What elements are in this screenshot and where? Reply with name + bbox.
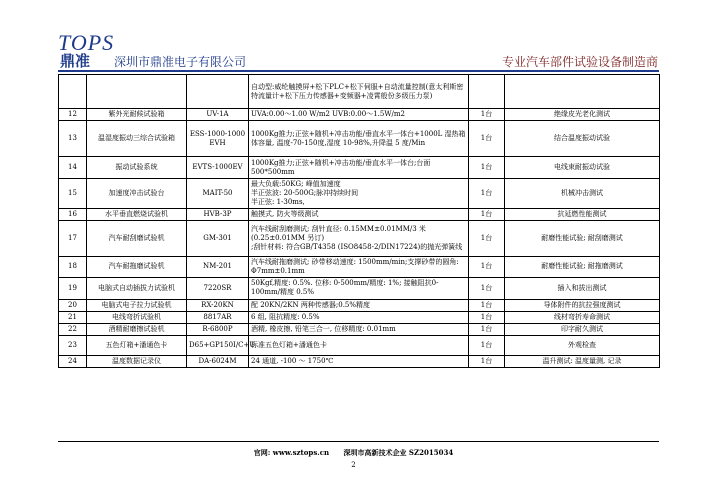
equipment-name xyxy=(87,75,187,109)
equipment-name: 汽车耐刮磨试验机 xyxy=(87,221,187,257)
equipment-quantity: 1台 xyxy=(469,209,505,221)
equipment-purpose: 结合温度振动试验 xyxy=(505,121,660,157)
row-number xyxy=(59,75,87,109)
equipment-model: D65+GP150I/C+U xyxy=(187,335,249,355)
equipment-table xyxy=(58,74,660,368)
row-number: 17 xyxy=(59,221,87,257)
equipment-purpose: 电线束耐振动试验 xyxy=(505,157,660,179)
footer-divider xyxy=(58,441,659,442)
table-row xyxy=(59,209,660,221)
equipment-spec: 自动型:威纶触摸屏+松下PLC+松下伺服+自动流量控制(意太利斯密特流量计+松下压力传感器+变频器+凌霄般份多级压力泵) xyxy=(249,75,469,109)
equipment-model: R-6800P xyxy=(187,323,249,335)
equipment-quantity: 1台 xyxy=(469,221,505,257)
equipment-purpose: 插入和拔出测试 xyxy=(505,277,660,299)
equipment-name: 加速度冲击试验台 xyxy=(87,179,187,209)
equipment-name: 振动试验系统 xyxy=(87,157,187,179)
equipment-quantity: 1台 xyxy=(469,257,505,278)
equipment-model: DA-6024M xyxy=(187,355,249,367)
company-name: 深圳市鼎准电子有限公司 xyxy=(114,55,247,69)
equipment-model: 7220SR xyxy=(187,277,249,299)
equipment-quantity: 1台 xyxy=(469,299,505,311)
table-row xyxy=(59,157,660,179)
equipment-name: 电线弯折试验机 xyxy=(87,311,187,323)
equipment-name: 电脑式电子拉力试验机 xyxy=(87,299,187,311)
equipment-spec: 1000Kg推力;正弦+随机+冲击功能/垂直水平一体台+1000L 湿热箱体容量, 温度-70-150度,湿度 10-98%,升降温 5 度/Min xyxy=(249,121,469,157)
equipment-model: NM-201 xyxy=(187,257,249,278)
equipment-purpose: 机械冲击测试 xyxy=(505,179,660,209)
table-row xyxy=(59,311,660,323)
equipment-spec: UVA:0.00～1.00 W/m2 UVB:0.00～1.5W/m2 xyxy=(249,109,469,121)
equipment-model: GM-301 xyxy=(187,221,249,257)
equipment-model: HVB-3P xyxy=(187,209,249,221)
footer-website: 官网: www.sztops.cn xyxy=(253,448,330,457)
table-row xyxy=(59,335,660,355)
equipment-name: 五色灯箱+潘通色卡 xyxy=(87,335,187,355)
equipment-name: 水平垂直燃烧试验机 xyxy=(87,209,187,221)
equipment-purpose: 线材弯折寿命测试 xyxy=(505,311,660,323)
row-number: 24 xyxy=(59,355,87,367)
row-number: 12 xyxy=(59,109,87,121)
company-slogan: 专业汽车部件试验设备制造商 xyxy=(501,55,658,69)
equipment-quantity: 1台 xyxy=(469,277,505,299)
row-number: 19 xyxy=(59,277,87,299)
table-row xyxy=(59,277,660,299)
page-header xyxy=(58,30,658,70)
equipment-model: 8817AR xyxy=(187,311,249,323)
equipment-purpose: 导体附件的抗拉强度测试 xyxy=(505,299,660,311)
page-footer xyxy=(0,448,707,458)
equipment-purpose: 印字耐久测试 xyxy=(505,323,660,335)
equipment-spec: 1000Kg推力;正弦+随机+冲击功能/垂直水平一体台;台面500*500mm xyxy=(249,157,469,179)
row-number: 20 xyxy=(59,299,87,311)
equipment-model: ESS-1000-1000 EVH xyxy=(187,121,249,157)
row-number: 16 xyxy=(59,209,87,221)
equipment-name: 电脑式自动插拔力试验机 xyxy=(87,277,187,299)
equipment-spec: 汽车线耐刮磨测试; 刮针直径: 0.15MM±0.01MM/3 米(0.25±0.01MM 另订) ;刮针材料: 符合GB/T4358 (ISO8458-2/DIN17224)的抛光弹簧线 xyxy=(249,221,469,257)
table-row xyxy=(59,257,660,278)
equipment-quantity: 1台 xyxy=(469,157,505,179)
equipment-name: 紫外光耐候试验箱 xyxy=(87,109,187,121)
company-logo: TOPS xyxy=(58,30,115,55)
equipment-quantity: 1台 xyxy=(469,335,505,355)
row-number: 21 xyxy=(59,311,87,323)
equipment-model: UV-1A xyxy=(187,109,249,121)
company-logo-chinese: 鼎准 xyxy=(60,52,91,70)
equipment-spec: 汽车线耐拖磨测试; 砂带移动速度: 1500mm/min;支撑砂带的圆角: Φ7mm±0.1mm xyxy=(249,257,469,278)
equipment-name: 酒精耐磨擦试验机 xyxy=(87,323,187,335)
equipment-model: EVTS-1000EV xyxy=(187,157,249,179)
table-row xyxy=(59,109,660,121)
equipment-purpose: 温升测试: 温度量测, 记录 xyxy=(505,355,660,367)
row-number: 23 xyxy=(59,335,87,355)
equipment-spec: 最大负载:50KG; 峰值加速度 半正弦波: 20-500G;脉冲持续时间 半正弦: 1-30ms, xyxy=(249,179,469,209)
row-number: 18 xyxy=(59,257,87,278)
equipment-model: MAIT-50 xyxy=(187,179,249,209)
equipment-spec: 触摸式, 防火等级测试 xyxy=(249,209,469,221)
table-row xyxy=(59,75,660,109)
equipment-spec: 配 20KN/2KN 两种传感器;0.5%精度 xyxy=(249,299,469,311)
header-divider xyxy=(58,70,659,72)
equipment-quantity xyxy=(469,75,505,109)
equipment-spec: 标准五色灯箱+潘通色卡 xyxy=(249,335,469,355)
equipment-spec: 6 组, 阻抗精度: 0.5% xyxy=(249,311,469,323)
page-number: 2 xyxy=(351,461,356,469)
footer-certification: 深圳市高新技术企业 SZ2015034 xyxy=(343,448,454,457)
equipment-name: 温湿度振动三综合试验箱 xyxy=(87,121,187,157)
equipment-purpose: 外观检查 xyxy=(505,335,660,355)
equipment-quantity: 1台 xyxy=(469,323,505,335)
equipment-quantity: 1台 xyxy=(469,109,505,121)
row-number: 22 xyxy=(59,323,87,335)
equipment-spec: 50Kgf,精度: 0.5%. 位移: 0-500mm/精度: 1%; 接触阻抗0-100mm/精度 0.5% xyxy=(249,277,469,299)
equipment-quantity: 1台 xyxy=(469,179,505,209)
equipment-quantity: 1台 xyxy=(469,355,505,367)
equipment-purpose: 耐磨性能试验; 耐刮磨测试 xyxy=(505,221,660,257)
row-number: 15 xyxy=(59,179,87,209)
equipment-quantity: 1台 xyxy=(469,311,505,323)
table-row xyxy=(59,299,660,311)
table-row xyxy=(59,323,660,335)
equipment-quantity: 1台 xyxy=(469,121,505,157)
table-row xyxy=(59,221,660,257)
equipment-model: RX-20KN xyxy=(187,299,249,311)
equipment-purpose xyxy=(505,75,660,109)
equipment-name: 温度数据记录仪 xyxy=(87,355,187,367)
equipment-purpose: 抗延燃性能测试 xyxy=(505,209,660,221)
table-row xyxy=(59,179,660,209)
equipment-model xyxy=(187,75,249,109)
table-row xyxy=(59,121,660,157)
row-number: 13 xyxy=(59,121,87,157)
row-number: 14 xyxy=(59,157,87,179)
equipment-purpose: 耐磨性能试验; 耐拖磨测试 xyxy=(505,257,660,278)
equipment-purpose: 绝缘皮光老化测试 xyxy=(505,109,660,121)
equipment-name: 汽车耐拖磨试验机 xyxy=(87,257,187,278)
equipment-spec: 酒精, 橡皮擦, 铅笔三合一, 位移精度: 0.01mm xyxy=(249,323,469,335)
equipment-spec: 24 通道, -100 ～ 1750℃ xyxy=(249,355,469,367)
table-row xyxy=(59,355,660,367)
